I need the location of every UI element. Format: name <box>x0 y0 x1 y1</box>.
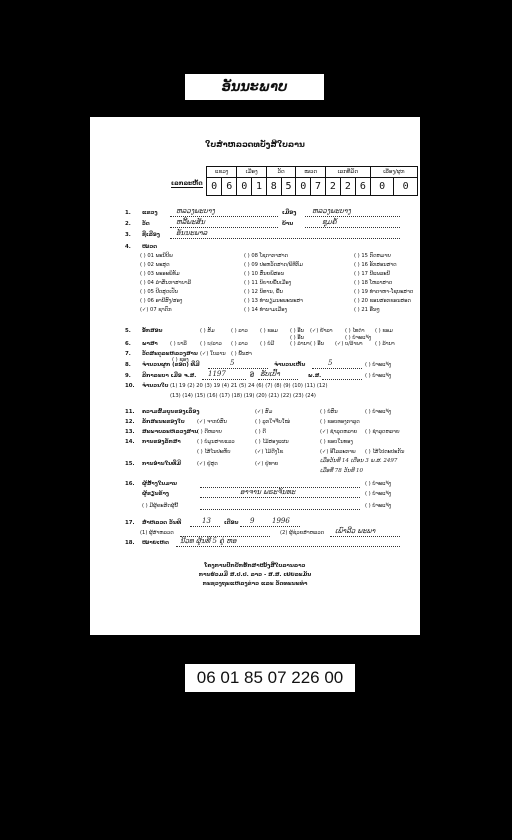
completeness-option: ( ) ບໍ່ສົນ <box>320 409 338 415</box>
leaf-count-row: (13) (14) (15) (16) (17) (18) (19) (20) (21) (22) (23) (24) <box>170 393 316 399</box>
category-option: ( ) 06 ອານີສົງ/ສອງ <box>140 298 183 304</box>
preservation-option: (✓) ໄມ້ດີງໂຂ <box>255 449 284 455</box>
fascicle-count-value: 5 <box>230 359 235 367</box>
script-option: ( ) ລາວ <box>231 328 248 334</box>
completeness-option: ( ) ບໍ່ຈະແຈ້ງ <box>365 409 392 415</box>
leaf-type-label: ລັກສະນະຂອງໃບ <box>142 419 185 425</box>
script-option: ( ) ຂອມ <box>260 328 278 334</box>
code-grid <box>206 166 418 196</box>
field-number: 1. <box>125 210 131 216</box>
inscription-date-2: ເມື່ອທີ່ 78 ວັນທີ 10 <box>320 468 363 474</box>
found-count-label: ຈຳນວນເຫັນ <box>274 362 306 368</box>
material-label: ວັດສະດຸລະຫລວງສານ <box>142 351 198 357</box>
remarks-label: ໝາຍເຫດ <box>142 540 169 546</box>
category-option: ( ) 05 ປີດສູດເປັນ <box>140 289 179 295</box>
script-option: (✓) ຢ້າລາ <box>310 328 333 334</box>
field-number: 3. <box>125 232 131 238</box>
category-option: ( ) 03 ພະອະພິທັມ <box>140 271 180 277</box>
script-option: ( ) ອື່ນ <box>290 335 305 341</box>
preservation-option: ( ) ໄມ້ສອງແຜນ <box>255 439 289 445</box>
material-option: ( ) ພື້ນສາ <box>231 351 252 357</box>
field-number: 2. <box>125 221 131 227</box>
fascicle-count-label: ຈຳນວນຜູກ (ຂອດ) ທີ່ມີ <box>142 362 200 368</box>
code-header: ເລືອງ/ຜູກ <box>370 167 417 178</box>
category-option: ( ) 10 ສົ່ນຍພິສອນ <box>244 271 285 277</box>
field-number: 11. <box>125 409 135 415</box>
creator-label: ຜູ້ສ້າງໃນມານ <box>142 481 177 487</box>
code-header: ເລກທີ່ມັດ <box>325 167 370 178</box>
leaf-type-option: ( ) ລູກໃຈຈືບໃໝ່ <box>255 419 290 425</box>
survey-year-value: 1996 <box>272 517 290 525</box>
survey-date-label: ສຳຫລວດ ວັນທີ <box>142 520 182 526</box>
script-option: ( ) ໄທດຳ <box>345 328 365 334</box>
category-option: ( ) 13 ທຳນຽມນະພະນະສາ <box>244 298 303 304</box>
language-option: ( ) ບາລີ <box>170 341 187 347</box>
field-number: 12. <box>125 419 135 425</box>
code-header: ເມືອງ <box>237 167 266 178</box>
code-digit: 5 <box>281 178 296 196</box>
language-option: ( ) ບ/ລາວ <box>200 341 222 347</box>
code-grid-header-row <box>207 167 418 178</box>
code-digit: 1 <box>252 178 267 196</box>
code-digit: 8 <box>266 178 281 196</box>
field-number: 6. <box>125 341 131 347</box>
title-label: ຊື່ເລືອງ <box>142 232 160 238</box>
form-title: ໃບສຳຫລວດທບັງສີໃບລານ <box>205 140 305 149</box>
district-label: ເມືອງ <box>282 210 297 216</box>
code-digit: 0 <box>370 178 393 196</box>
field-number: 15. <box>125 461 135 467</box>
temple-value: ຫລີ້ພະສັນ <box>176 218 206 226</box>
condition-option: (✓) ຊຳລຸດຫລາຍ <box>320 429 358 435</box>
field-number: 7. <box>125 351 131 357</box>
footer-line: ໂຄງການປົກປັກຮັກສາໜັງສືໃບລານລາວ <box>204 563 306 569</box>
preservation-label: ການຂອງລັກສາ <box>142 439 181 445</box>
preservation-option: (✓) ອີໂລລະກາພ <box>320 449 356 455</box>
code-digit: 6 <box>355 178 370 196</box>
category-option: (✓) 07 ຊາດົກ <box>140 307 172 313</box>
code-digit: 0 <box>394 178 418 196</box>
language-option: ( ) ລ້ານາ <box>375 341 395 347</box>
category-option: ( ) 09 ປະຫວັດສາດ/ພິທີກັມ <box>244 262 303 268</box>
preservation-option: ( ) ບໍ່ມູນສາຍແລວ <box>197 439 235 445</box>
year-label: ປີ <box>250 373 254 379</box>
category-option: ( ) 20 ຂອນສອກຂອນສອດ <box>354 298 411 304</box>
language-option: ( ) ອື່ນ <box>310 341 325 347</box>
category-option: ( ) 12 ນິທານ, ພື້ນ <box>244 289 283 295</box>
category-option: ( ) 02 ພະສູດ <box>140 262 170 268</box>
leaf-type-option: (✓) ຈາກບໍ່ສົນ <box>197 419 227 425</box>
unclear-option: ( ) ບໍ່ຈະແຈ້ງ <box>365 373 392 379</box>
inscription-option: (✓) ຢູ່ສຸດ <box>197 461 218 467</box>
unclear-option: ( ) ບໍ່ຈະແຈ້ງ <box>365 491 392 497</box>
leaf-count-row: (1) 19 (2) 20 (3) 19 (4) 21 (5) 24 (6) (7) (8) (9) (10) (11) (12) <box>170 383 328 389</box>
script-option: ( ) ບໍ່ຈະແຈ້ງ <box>345 335 372 341</box>
manuscript-number: 06 01 85 07 226 00 <box>185 664 355 692</box>
district-value: ຫລວງພະບາງ <box>312 207 351 215</box>
category-option: ( ) 14 ທຳນາມເມືອງ <box>244 307 288 313</box>
code-digit: 2 <box>325 178 340 196</box>
category-option: ( ) 04 ລຳສັນກາສາບາລີ <box>140 280 191 286</box>
unclear-option: ( ) ບໍ່ຈະແຈ້ງ <box>365 481 392 487</box>
province-value: ຫລວງພະບາງ <box>176 207 215 215</box>
unclear-option: ( ) ບໍ່ຈະແຈ້ງ <box>365 362 392 368</box>
year-name-value: ຮັບເປົ້າ <box>260 370 280 378</box>
written-year-value: 1197 <box>208 370 226 378</box>
field-number: 13. <box>125 429 135 435</box>
material-option: ( ) ຊອງ <box>172 357 189 363</box>
assistant-label: (2) ຜູ້ຊ່ວຍສຳຫລວດ <box>280 530 325 536</box>
remarks-value: ນີວທ ຜູ້ນທີ 5 ຄູ່ ຫອ <box>180 537 237 545</box>
code-header: ວັດ <box>266 167 295 178</box>
assistant-value: ເພົາລີວ ພະພາ <box>335 527 376 535</box>
survey-month-value: 9 <box>250 517 255 525</box>
field-number: 4. <box>125 244 131 250</box>
survey-form-page <box>90 117 420 635</box>
field-number: 9. <box>125 373 131 379</box>
code-header: ແຂວງ <box>207 167 237 178</box>
field-number: 10. <box>125 383 135 389</box>
completeness-label: ຄວາມສົມບູນຂອງເລຶ່ອງ <box>142 409 200 415</box>
script-option: ( ) ຂອມ <box>375 328 393 334</box>
language-label: ພາສາ <box>142 341 158 347</box>
language-option: ( ) ລາວ <box>231 341 248 347</box>
condition-option: ( ) ຊຳລຸດຫລາຍ <box>365 429 400 435</box>
code-digit: 7 <box>311 178 326 196</box>
field-number: 18. <box>125 540 135 546</box>
temple-label: ວັດ <box>142 221 150 227</box>
category-option: ( ) 08 ໂຊດາກາສາດ <box>244 253 288 259</box>
code-digit: 2 <box>340 178 355 196</box>
found-count-value: 5 <box>328 359 333 367</box>
category-option: ( ) 16 ອັກສອນສາດ <box>354 262 397 268</box>
script-option: ( ) ສັມ <box>200 328 215 334</box>
title-value: ອັນນະພາລ <box>176 229 208 237</box>
inscription-option: (✓) ຢູ່ທາຍ <box>255 461 279 467</box>
category-label: ໝວດ <box>142 244 157 250</box>
code-digit: 0 <box>237 178 252 196</box>
category-option: ( ) 17 ນີແພລະນີ <box>354 271 391 277</box>
scribe-label: ຜູ້ຂຽນຂ້າງ <box>142 491 169 497</box>
village-label: ບ້ານ <box>282 221 294 227</box>
language-option: ( ) ລຳນາ <box>290 341 310 347</box>
language-option: ( ) ບໍ່ມີ <box>260 341 275 347</box>
code-grid-digit-row <box>207 178 418 196</box>
field-number: 16. <box>125 481 135 487</box>
code-label: ເລກລະຫັດ <box>171 180 203 187</box>
inscription-label: ການອ່ານໃນທີ່ມີ <box>142 461 181 467</box>
code-digit: 6 <box>222 178 237 196</box>
footer-line: ກະຊວງຖະແຫລງຂ່າວ ແລະ ວັດທະນະທຳ <box>202 581 308 587</box>
title-banner: ອັນນະພາບ <box>185 74 324 100</box>
category-option: ( ) 11 ນິຍາຍພື້ນເມືອງ <box>244 280 292 286</box>
category-option: ( ) 15 ກົດຫມາຍ <box>354 253 391 259</box>
completeness-option: (✓) ສົມ <box>255 409 273 415</box>
code-header: ໝວດ <box>296 167 325 178</box>
footer-line: ການຮ່ວມມື ສ.ປ.ປ. ລາວ - ສ.ສ. ເຢຍລະມັນ <box>198 572 312 578</box>
preservation-option: ( ) ໄສ້ໄປຕະປະກັນ <box>365 449 405 455</box>
field-number: 17. <box>125 520 135 526</box>
script-option: ( ) ອື່ນ <box>290 328 305 334</box>
unclear-option: ( ) ບໍ່ຈະແຈ້ງ <box>365 503 392 509</box>
condition-option: ( ) ດີຫລາຍ <box>197 429 222 435</box>
category-option: ( ) 21 ອື່ນໆ <box>354 307 380 313</box>
condition-label: ສະພາບລະຫລວງສານ <box>142 429 199 435</box>
condition-option: ( ) ດີ <box>255 429 266 435</box>
script-label: ອັກສອນ <box>142 328 163 334</box>
category-option: ( ) 18 ໂຫລາສາດ <box>354 280 393 286</box>
inscription-date: ເມື່ອວັນທີ 14 ເດືອນ 3 ພ.ສ. 2497 <box>320 458 398 464</box>
survey-day-value: 13 <box>202 517 211 525</box>
scribe-value: ອາຈານ ພຣະຈັນທະ <box>240 488 296 496</box>
preservation-option: ( ) ໄສ້ໄນປະຫັບ <box>197 449 231 455</box>
written-date-label: ລີກາລະບາ ເມື່ອ ຈ.ສ. <box>142 373 197 379</box>
category-option: ( ) 19 ທຳດາຫາ-ໂຊບະສາດ <box>354 289 414 295</box>
surveyor-label: (1) ຜູ້ສຳຫລວດ <box>140 530 174 536</box>
sponsor-option: ( ) ມີຜູ້ຄະສິດຜູ້ນີ້ <box>142 503 179 509</box>
field-number: 8. <box>125 362 131 368</box>
be-label: ພ.ສ. <box>308 373 322 379</box>
category-option: ( ) 01 ພະນີປິພ <box>140 253 173 259</box>
field-number: 5. <box>125 328 131 334</box>
preservation-option: ( ) ຂອບໃນທອງ <box>320 439 353 445</box>
province-label: ແຂວງ <box>142 210 158 216</box>
code-digit: 0 <box>296 178 311 196</box>
language-option: (✓) ບ/ລ້າພາ <box>335 341 363 347</box>
code-digit: 0 <box>207 178 222 196</box>
material-option: (✓) ໃບລານ <box>200 351 226 357</box>
field-number: 14. <box>125 439 135 445</box>
village-value: ຊຸມຄໍ້ <box>322 218 337 226</box>
survey-month-label: ເດືອນ <box>224 520 239 526</box>
leaf-count-label: ຈຳນວນໃບ <box>142 383 169 389</box>
leaf-type-option: ( ) ຂອບທອງກາລູດ <box>320 419 360 425</box>
